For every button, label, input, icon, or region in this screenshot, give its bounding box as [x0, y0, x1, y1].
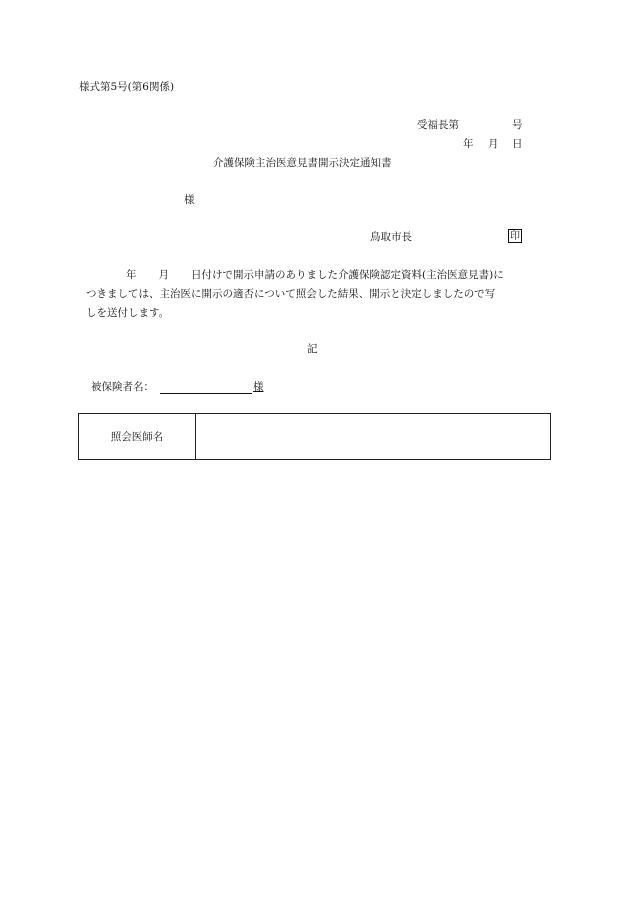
body-line-2: つきましては、主治医に開示の適否について照会した結果、開示と決定しましたので写	[86, 288, 496, 300]
issuer-name: 鳥取市長	[370, 231, 412, 243]
document-title: 介護保険主治医意見書開示決定通知書	[213, 157, 392, 169]
body-line-1-text: 日付けで開示申請のありました介護保険認定資料(主治医意見書)に	[191, 269, 504, 281]
body-line-3: しを送付します。	[86, 307, 170, 319]
insured-name-blank	[160, 381, 252, 394]
referral-doctor-label: 照会医師名	[79, 414, 196, 460]
table-row	[79, 414, 551, 460]
insured-name-label: 被保険者名：	[91, 381, 154, 393]
recipient-honorific: 様	[184, 194, 195, 206]
ki-heading: 記	[307, 343, 318, 355]
date-day-label: 日	[512, 138, 523, 150]
body-year-label: 年	[126, 269, 137, 281]
form-number: 様式第5号(第6関係)	[79, 81, 175, 93]
body-paragraph	[86, 266, 546, 323]
date-year-label: 年	[463, 138, 474, 150]
body-line-1	[86, 266, 546, 285]
insured-honorific: 様	[253, 381, 264, 393]
date-month-label: 月	[488, 138, 499, 150]
referral-doctor-value	[196, 414, 551, 460]
document-number-prefix: 受福長第	[417, 119, 459, 131]
document-number-suffix: 号	[512, 119, 523, 131]
body-month-label: 月	[158, 269, 169, 281]
seal-mark: 印	[510, 231, 520, 242]
referral-doctor-table	[78, 413, 551, 460]
